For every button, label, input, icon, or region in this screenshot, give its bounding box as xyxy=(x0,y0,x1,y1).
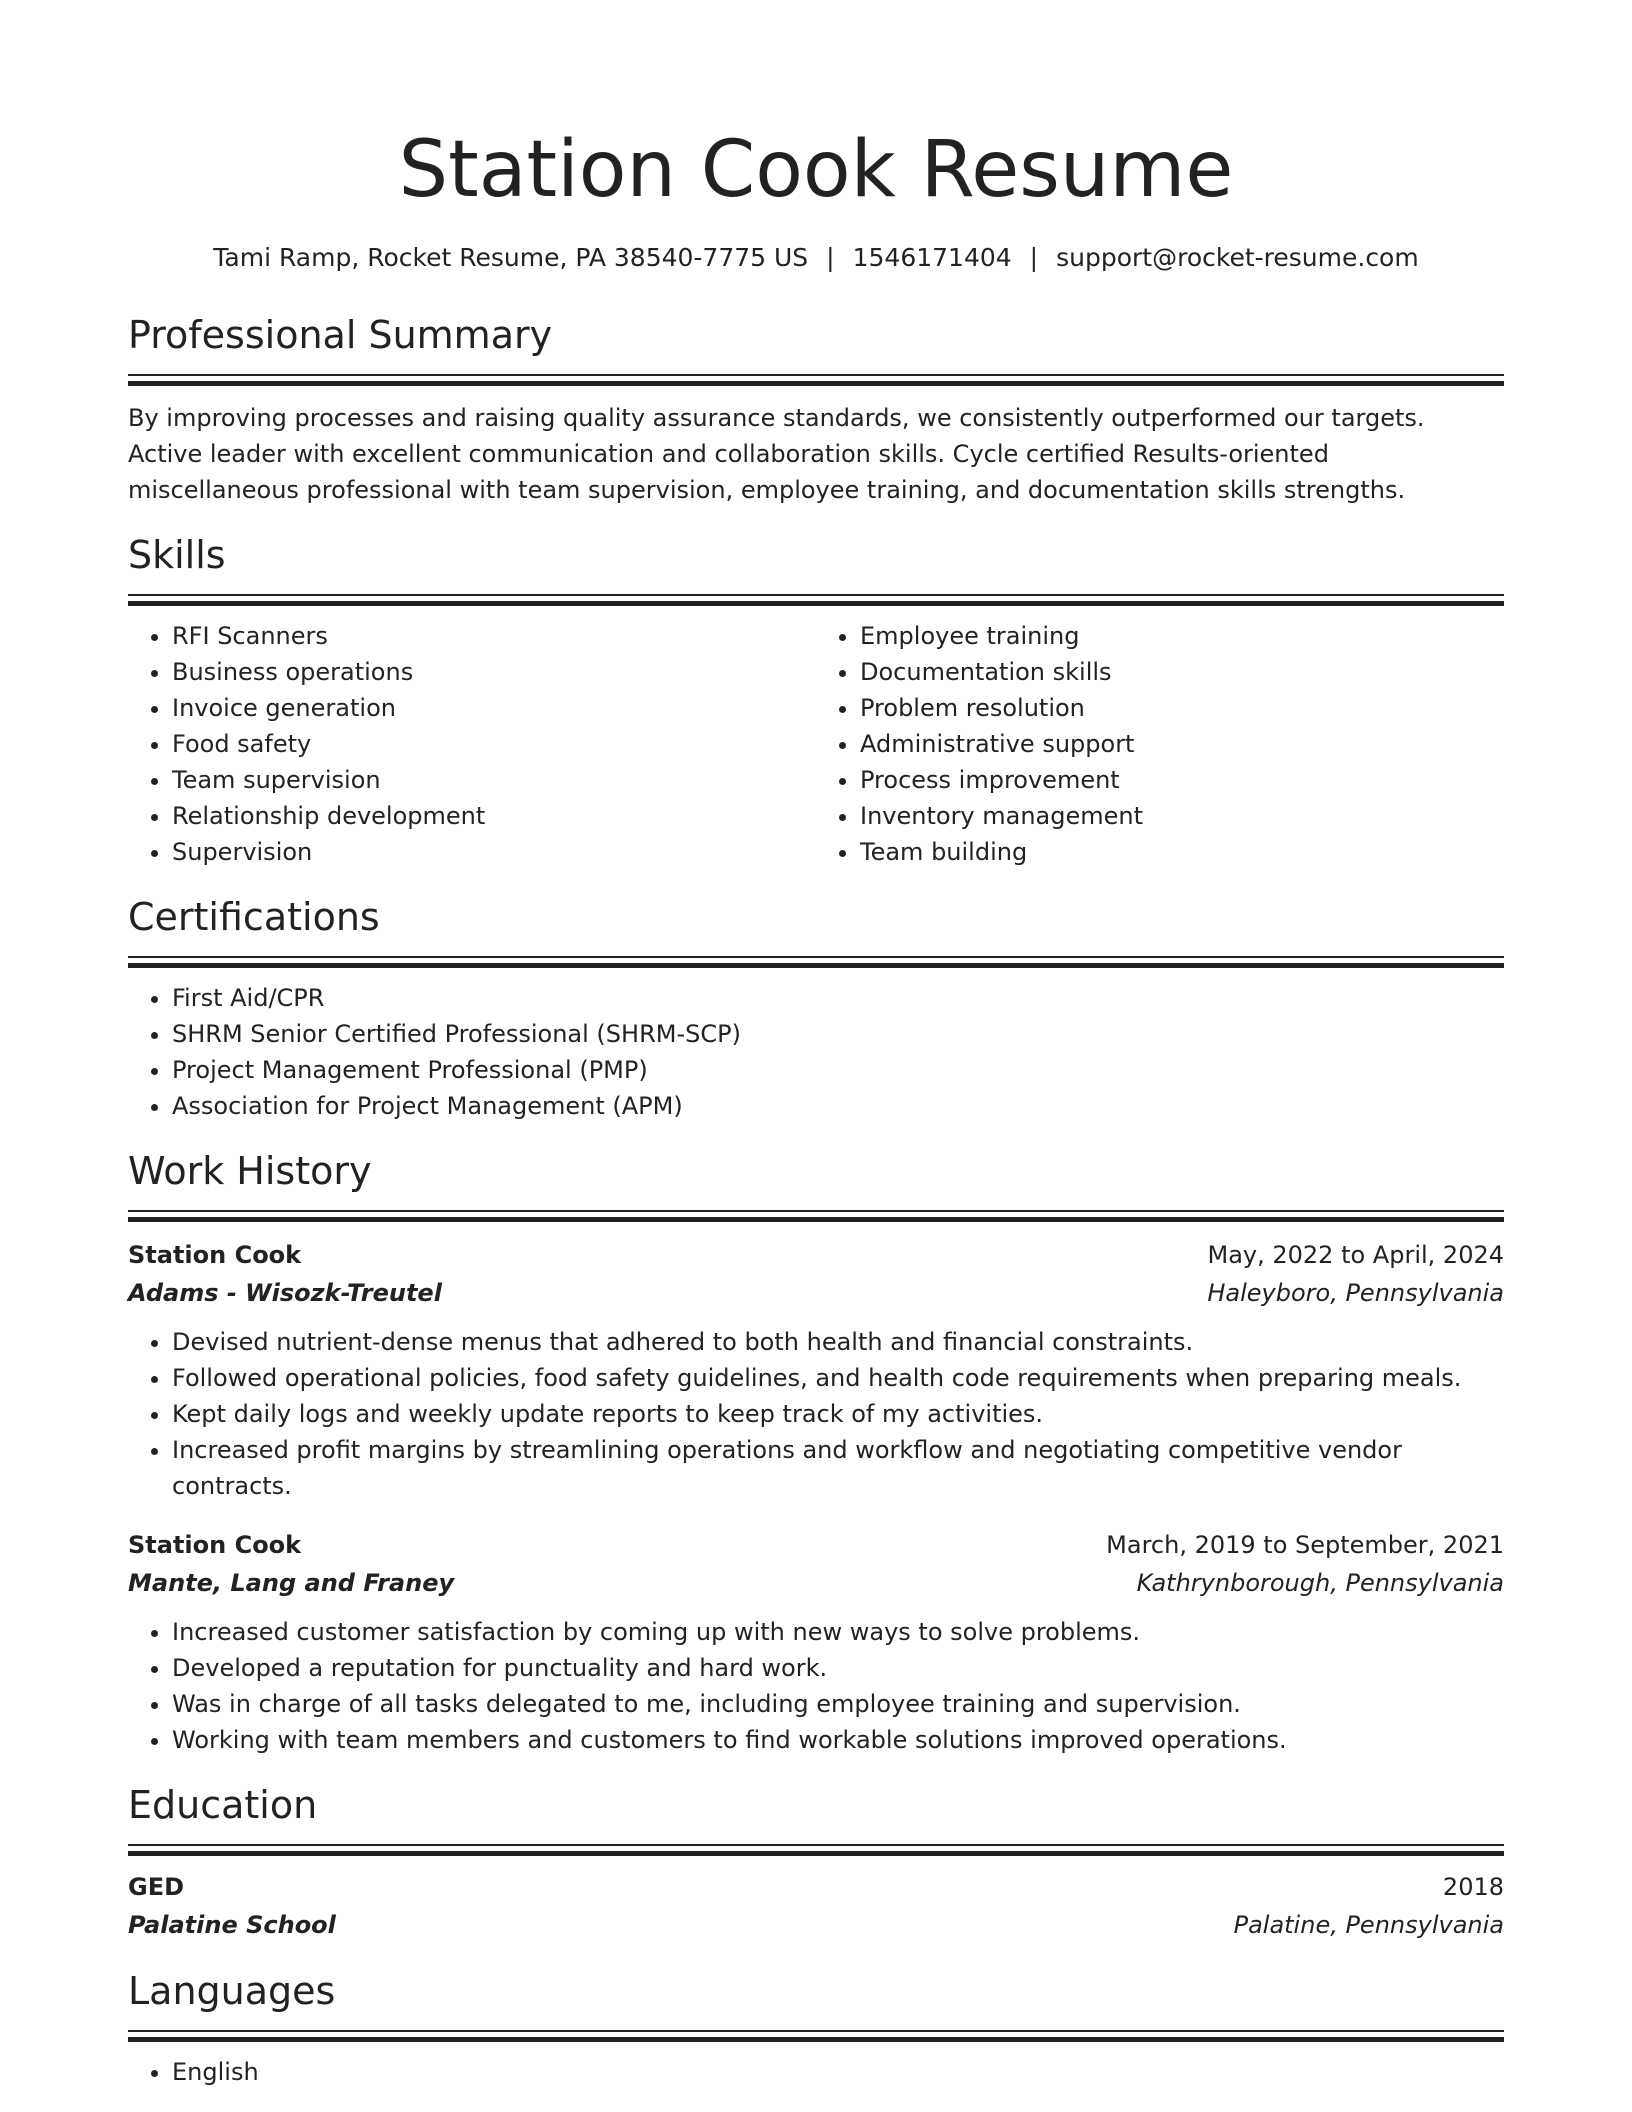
skill-item: • Business operations xyxy=(172,654,816,690)
languages-section xyxy=(128,1966,1504,2090)
section-divider xyxy=(128,594,1504,606)
education-school: Palatine School xyxy=(128,1911,336,1939)
contact-phone: 1546171404 xyxy=(852,243,1012,272)
skills-heading: Skills xyxy=(128,533,226,577)
job-location: Haleyboro, Pennsylvania xyxy=(1207,1279,1504,1307)
skill-item: • Supervision xyxy=(172,834,816,870)
skill-item: • Food safety xyxy=(172,726,816,762)
section-divider xyxy=(128,1210,1504,1222)
skills-section xyxy=(128,530,1504,870)
job-header xyxy=(128,1236,1504,1274)
skill-item: • Administrative support xyxy=(860,726,1504,762)
job-location: Kathrynborough, Pennsylvania xyxy=(1136,1569,1504,1597)
job-header xyxy=(128,1526,1504,1564)
skill-item: • Team supervision xyxy=(172,762,816,798)
job-entry xyxy=(128,1236,1504,1504)
skills-list-left xyxy=(128,618,816,870)
job-bullets xyxy=(128,1614,1504,1758)
education-entry xyxy=(128,1868,1504,1944)
job-company: Adams - Wisozk-Treutel xyxy=(128,1279,442,1307)
job-bullet: • Increased customer satisfaction by coming up with new ways to solve problems. xyxy=(172,1614,1504,1650)
skills-list-right xyxy=(816,618,1504,870)
certification-item: • First Aid/CPR xyxy=(172,980,1504,1016)
education-heading: Education xyxy=(128,1783,318,1827)
skill-item: • Employee training xyxy=(860,618,1504,654)
skill-item: • Team building xyxy=(860,834,1504,870)
job-title: Station Cook xyxy=(128,1531,302,1559)
certifications-section xyxy=(128,892,1504,1124)
job-subheader xyxy=(128,1564,1504,1602)
skill-item: • Relationship development xyxy=(172,798,816,834)
page-title: Station Cook Resume xyxy=(398,125,1234,215)
job-bullets xyxy=(128,1324,1504,1504)
contact-separator: | xyxy=(1029,243,1039,272)
education-section xyxy=(128,1780,1504,1944)
skill-item: • Inventory management xyxy=(860,798,1504,834)
languages-list xyxy=(128,2054,1504,2090)
job-title: Station Cook xyxy=(128,1241,302,1269)
section-divider xyxy=(128,2030,1504,2042)
education-degree: GED xyxy=(128,1873,185,1901)
skills-columns xyxy=(128,606,1504,870)
job-bullet: • Devised nutrient-dense menus that adhered to both health and financial constraints. xyxy=(172,1324,1504,1360)
contact-separator: | xyxy=(826,243,835,272)
job-dates: May, 2022 to April, 2024 xyxy=(1207,1241,1504,1269)
education-subheader xyxy=(128,1906,1504,1944)
certifications-heading: Certifications xyxy=(128,895,380,939)
summary-heading: Professional Summary xyxy=(128,313,553,357)
certifications-list xyxy=(128,980,1504,1124)
skill-item: • Documentation skills xyxy=(860,654,1504,690)
work-section xyxy=(128,1146,1504,1758)
job-entry xyxy=(128,1526,1504,1758)
job-bullet: • Developed a reputation for punctuality and hard work. xyxy=(172,1650,1504,1686)
certification-item: • SHRM Senior Certified Professional (SHRM-SCP) xyxy=(172,1016,1504,1052)
job-bullet: • Kept daily logs and weekly update reports to keep track of my activities. xyxy=(172,1396,1504,1432)
certification-item: • Project Management Professional (PMP) xyxy=(172,1052,1504,1088)
job-company: Mante, Lang and Franey xyxy=(128,1569,455,1597)
skill-item: • Problem resolution xyxy=(860,690,1504,726)
language-item: • English xyxy=(172,2054,1504,2090)
summary-text: By improving processes and raising quality assurance standards, we consistently outperformed our targets. Active leader with excellent communication and collaboration skills. Cycle certified Results-oriented miscellaneous professional with team supervision, employee training, and documentation skills strengths. xyxy=(128,404,1425,504)
job-bullet: • Working with team members and customers to find workable solutions improved operations. xyxy=(172,1722,1504,1758)
certification-item: • Association for Project Management (APM) xyxy=(172,1088,1504,1124)
job-bullet: • Increased profit margins by streamlining operations and workflow and negotiating competitive vendor contracts. xyxy=(172,1432,1504,1504)
contact-email: support@rocket-resume.com xyxy=(1056,243,1419,272)
work-heading: Work History xyxy=(128,1149,372,1193)
contact-line xyxy=(128,240,1504,276)
summary-section xyxy=(128,310,1504,508)
job-bullet: • Was in charge of all tasks delegated to me, including employee training and supervision. xyxy=(172,1686,1504,1722)
education-location: Palatine, Pennsylvania xyxy=(1233,1911,1504,1939)
skill-item: • Process improvement xyxy=(860,762,1504,798)
contact-address: Tami Ramp, Rocket Resume, PA 38540-7775 US xyxy=(213,243,809,272)
job-dates: March, 2019 to September, 2021 xyxy=(1106,1531,1504,1559)
section-divider xyxy=(128,956,1504,968)
languages-heading: Languages xyxy=(128,1969,336,2013)
job-subheader xyxy=(128,1274,1504,1312)
section-divider xyxy=(128,374,1504,386)
section-divider xyxy=(128,1844,1504,1856)
education-header xyxy=(128,1868,1504,1906)
skill-item: • Invoice generation xyxy=(172,690,816,726)
skill-item: • RFI Scanners xyxy=(172,618,816,654)
education-year: 2018 xyxy=(1442,1873,1504,1901)
job-bullet: • Followed operational policies, food safety guidelines, and health code requirements when preparing meals. xyxy=(172,1360,1504,1396)
